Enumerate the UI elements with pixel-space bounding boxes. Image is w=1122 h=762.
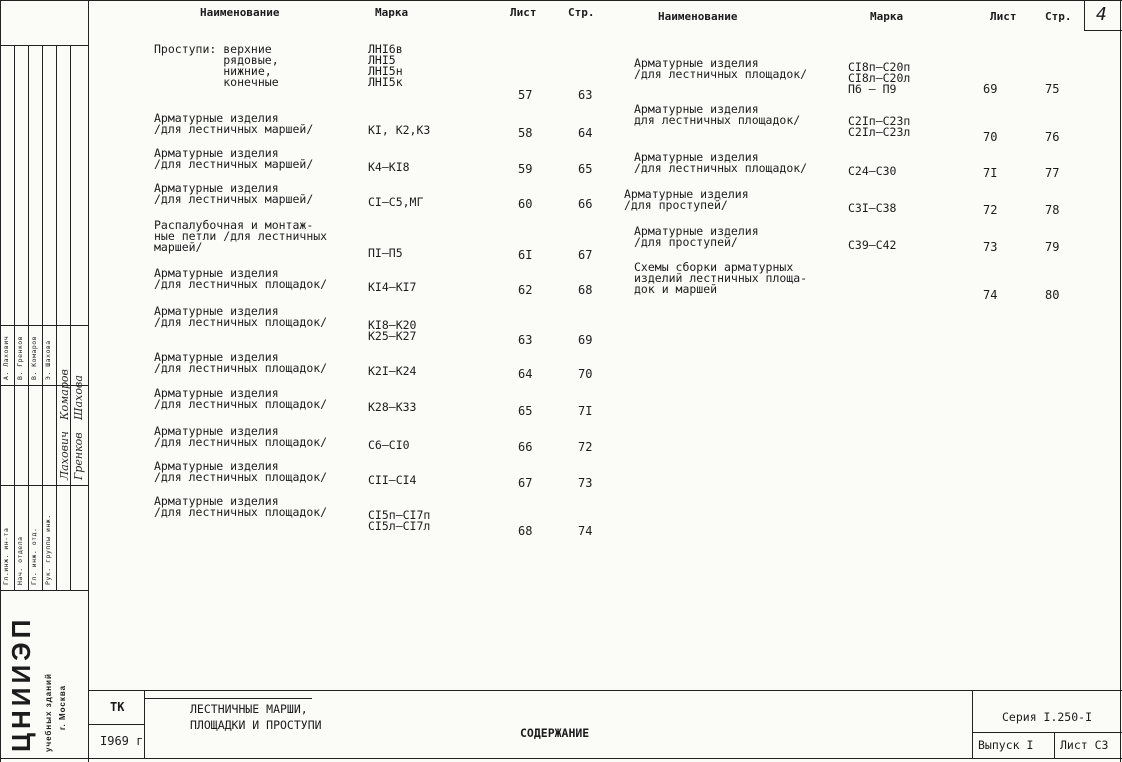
right-row-3-sheet: 7I xyxy=(983,166,998,180)
left-row-11-name: Арматурные изделия /для лестничных площадок/ xyxy=(154,459,328,484)
org-name: ЦНИИЭП xyxy=(6,615,36,752)
right-row-5-page: 79 xyxy=(1045,240,1060,254)
stamp-signature-2: Гренков xyxy=(72,432,85,480)
title-block-sheet-sep xyxy=(1054,732,1055,758)
right-row-6-name: Схемы сборки арматурных изделий лестничных площа- док и маршей xyxy=(634,260,808,296)
left-row-4-sheet: 60 xyxy=(518,197,533,211)
left-row-6-page: 68 xyxy=(578,283,593,297)
right-row-6-page: 80 xyxy=(1045,288,1060,302)
left-row-6-mark: КI4–КI7 xyxy=(368,280,417,294)
title-year: I969 г xyxy=(100,734,144,748)
header-sheet-right: Лист xyxy=(990,10,1017,23)
header-sheet-left: Лист xyxy=(510,6,537,19)
left-row-5-sheet: 6I xyxy=(518,248,533,262)
left-row-11-page: 73 xyxy=(578,476,593,490)
title-code: ТК xyxy=(110,700,125,714)
title-project-line1: ЛЕСТНИЧНЫЕ МАРШИ, xyxy=(190,702,308,716)
left-row-2-mark: КI, К2,К3 xyxy=(368,123,431,137)
frame-bottom xyxy=(0,758,1122,759)
stamp-line-d xyxy=(0,590,88,591)
left-row-6-name: Арматурные изделия /для лестничных площадок/ xyxy=(154,266,328,291)
left-row-1-page: 63 xyxy=(578,88,593,102)
left-row-12-name: Арматурные изделия /для лестничных площадок/ xyxy=(154,494,328,519)
left-row-2-name: Арматурные изделия /для лестничных маршей/ xyxy=(154,111,314,136)
page-box-bottom xyxy=(1084,30,1122,31)
left-row-12-mark: СI5п–СI7п СI5л–СI7л xyxy=(368,508,431,533)
right-row-6-sheet: 74 xyxy=(983,288,998,302)
stamp-col-line-1 xyxy=(14,45,15,590)
right-row-5-name: Арматурные изделия /для проступей/ xyxy=(634,224,759,249)
right-row-5-sheet: 73 xyxy=(983,240,998,254)
title-block-sep-2 xyxy=(972,690,973,758)
right-row-3-mark: С24–С30 xyxy=(848,164,897,178)
left-row-1-mark: ЛНI6в ЛНI5 ЛНI5н ЛНI5к xyxy=(368,42,403,89)
org-sub-2: г. Москва xyxy=(58,684,67,730)
title-inner-line xyxy=(144,698,312,699)
right-row-1-name: Арматурные изделия /для лестничных площадок/ xyxy=(634,56,808,81)
left-row-10-sheet: 66 xyxy=(518,440,533,454)
stamp-role-2: Нач. отдела xyxy=(16,536,24,585)
stamp-col-line-2 xyxy=(28,45,29,590)
left-row-9-page: 7I xyxy=(578,404,593,418)
left-row-9-sheet: 65 xyxy=(518,404,533,418)
left-row-8-name: Арматурные изделия /для лестничных площадок/ xyxy=(154,350,328,375)
left-row-6-sheet: 62 xyxy=(518,283,533,297)
stamp-surname-2: В. Гренков xyxy=(16,335,24,380)
header-page-right: Стр. xyxy=(1045,10,1072,23)
stamp-column-border xyxy=(88,0,89,762)
stamp-signature-3: Комаров xyxy=(58,369,71,420)
right-row-5-mark: С39–С42 xyxy=(848,238,897,252)
right-row-3-page: 77 xyxy=(1045,166,1060,180)
left-row-3-page: 65 xyxy=(578,162,593,176)
stamp-line-c xyxy=(0,485,88,486)
right-row-4-page: 78 xyxy=(1045,203,1060,217)
title-sheet-title: СОДЕРЖАНИЕ xyxy=(520,726,590,740)
org-sub-1: учебных зданий xyxy=(44,673,53,752)
right-row-4-name: Арматурные изделия /для проступей/ xyxy=(624,187,749,212)
header-name-right: Наименование xyxy=(658,10,738,23)
right-row-3-name: Арматурные изделия /для лестничных площадок/ xyxy=(634,150,808,175)
left-row-2-sheet: 58 xyxy=(518,126,533,140)
right-row-1-sheet: 69 xyxy=(983,82,998,96)
right-row-2-page: 76 xyxy=(1045,130,1060,144)
left-row-1-name: Проступи: верхние рядовые, нижние, конечные xyxy=(154,42,279,89)
left-row-12-sheet: 68 xyxy=(518,524,533,538)
title-block-top xyxy=(88,690,1122,691)
left-row-5-page: 67 xyxy=(578,248,593,262)
header-name-left: Наименование xyxy=(200,6,280,19)
stamp-surname-1: А. Лахович xyxy=(2,335,10,380)
stamp-col-line-3 xyxy=(42,45,43,590)
stamp-signature-4: Шахова xyxy=(72,375,85,420)
left-row-9-mark: К28–К33 xyxy=(368,400,417,414)
left-row-8-page: 70 xyxy=(578,367,593,381)
frame-left xyxy=(0,0,1,762)
right-row-2-name: Арматурные изделия для лестничных площадок/ xyxy=(634,102,801,127)
left-row-7-page: 69 xyxy=(578,333,593,347)
right-row-4-mark: С3I–С38 xyxy=(848,201,897,215)
stamp-surname-3: В. Комаров xyxy=(30,335,38,380)
left-row-7-mark: КI8–К20 К25–К27 xyxy=(368,318,417,343)
stamp-signature-1: Лахович xyxy=(58,431,71,480)
title-series: Серия I.250-I xyxy=(1002,710,1093,724)
header-mark-right: Марка xyxy=(870,10,904,23)
frame-top xyxy=(0,0,1122,1)
stamp-line-a xyxy=(0,325,88,326)
stamp-role-4: Рук. группы инж. xyxy=(44,514,52,585)
header-mark-left: Марка xyxy=(375,6,409,19)
stamp-col-line-4 xyxy=(56,45,57,590)
title-issue: Выпуск I xyxy=(978,738,1034,752)
left-row-7-name: Арматурные изделия /для лестничных площадок/ xyxy=(154,304,328,329)
right-row-2-mark: С2Iп–С23п С2Iл–С23л xyxy=(848,114,911,139)
left-row-5-name: Распалубочная и монтаж- ные петли /для лестничных маршей/ xyxy=(154,218,328,254)
right-row-2-sheet: 70 xyxy=(983,130,998,144)
frame-right xyxy=(1120,0,1121,762)
left-row-1-sheet: 57 xyxy=(518,88,533,102)
left-row-2-page: 64 xyxy=(578,126,593,140)
page-box-left xyxy=(1084,0,1085,30)
title-block-sep-1 xyxy=(144,690,145,758)
right-row-4-sheet: 72 xyxy=(983,203,998,217)
stamp-col-line-5 xyxy=(70,45,71,590)
left-row-11-mark: СII–СI4 xyxy=(368,473,417,487)
stamp-role-3: Гл. инж. отд. xyxy=(30,527,38,585)
right-row-1-page: 75 xyxy=(1045,82,1060,96)
left-row-4-page: 66 xyxy=(578,197,593,211)
left-row-3-sheet: 59 xyxy=(518,162,533,176)
left-row-5-mark: ПI–П5 xyxy=(368,246,403,260)
title-block-series-sep xyxy=(972,732,1122,733)
title-project-line2: ПЛОЩАДКИ И ПРОСТУПИ xyxy=(190,718,322,732)
stamp-surname-4: Э. Шахова xyxy=(44,340,52,380)
left-row-11-sheet: 67 xyxy=(518,476,533,490)
left-row-7-sheet: 63 xyxy=(518,333,533,347)
left-row-12-page: 74 xyxy=(578,524,593,538)
left-row-8-sheet: 64 xyxy=(518,367,533,381)
left-row-3-mark: К4–КI8 xyxy=(368,160,410,174)
title-sheet: Лист С3 xyxy=(1060,738,1109,752)
left-row-4-mark: СI–С5,МГ xyxy=(368,195,424,209)
title-block-code-sep xyxy=(88,724,144,725)
left-row-8-mark: К2I–К24 xyxy=(368,364,417,378)
right-row-1-mark: СI8п–С20п СI8л–С20л П6 – П9 xyxy=(848,60,911,96)
left-row-10-mark: С6–СI0 xyxy=(368,438,410,452)
page-number: 4 xyxy=(1096,4,1107,25)
left-row-10-name: Арматурные изделия /для лестничных площадок/ xyxy=(154,424,328,449)
left-row-4-name: Арматурные изделия /для лестничных маршей/ xyxy=(154,181,314,206)
left-row-9-name: Арматурные изделия /для лестничных площадок/ xyxy=(154,386,328,411)
header-page-left: Стр. xyxy=(568,6,595,19)
left-row-10-page: 72 xyxy=(578,440,593,454)
left-row-3-name: Арматурные изделия /для лестничных маршей/ xyxy=(154,146,314,171)
stamp-role-1: Гл.инж. ин-та xyxy=(2,527,10,585)
